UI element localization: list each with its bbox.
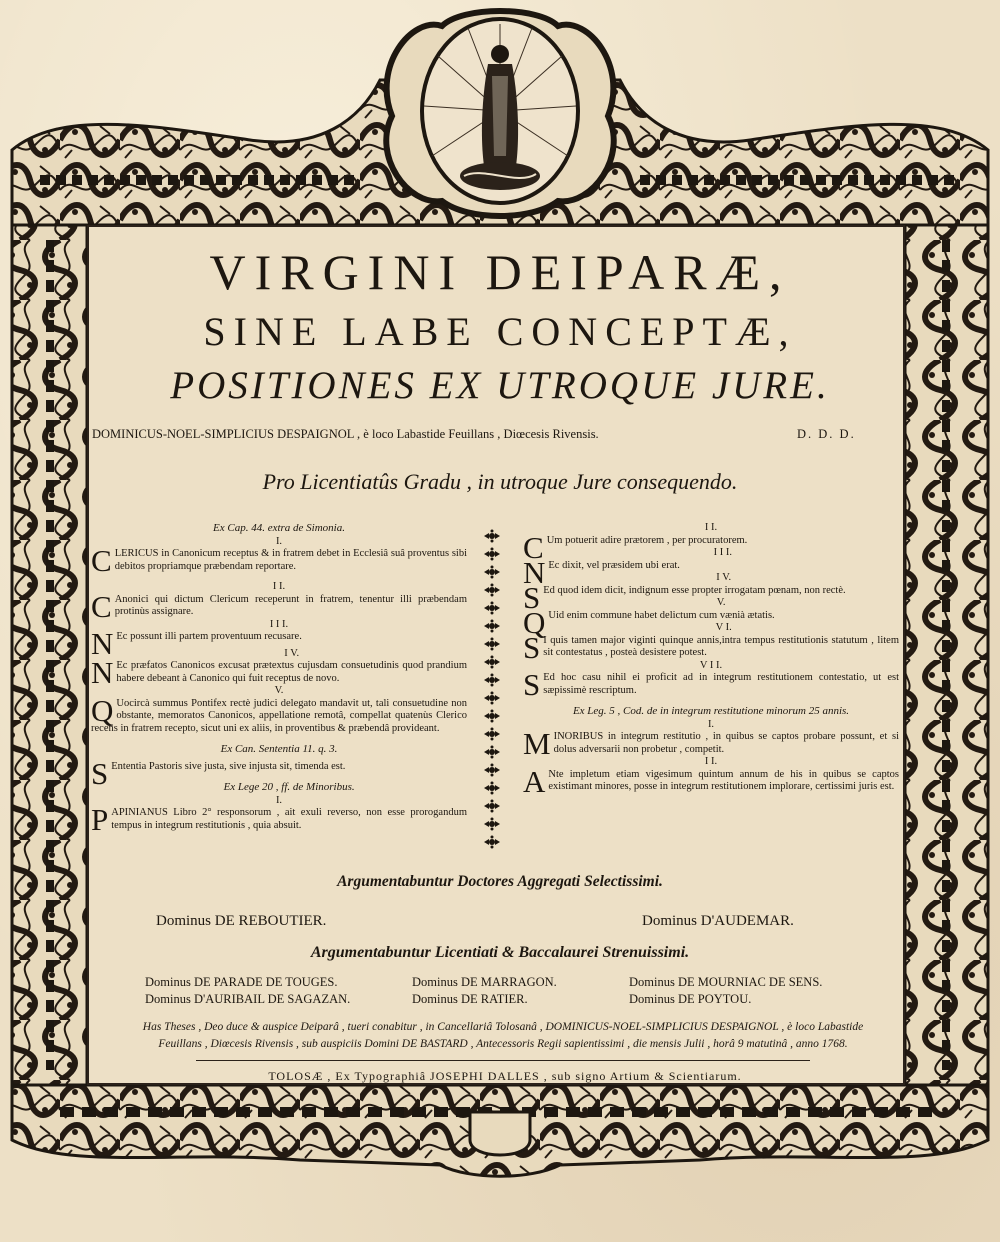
thesis-number: I I. — [704, 756, 718, 767]
drop-cap: P — [91, 802, 109, 837]
defense-statement — [98, 1019, 908, 1053]
drop-cap: M — [523, 726, 551, 761]
drop-cap: N — [523, 554, 546, 590]
drop-cap: C — [91, 588, 112, 624]
degree-line: Pro Licentiatûs Gradu , in utroque Jure consequendo. — [262, 469, 738, 494]
thesis-paragraph — [91, 802, 467, 837]
defense-line-1: Has Theses , Deo duce & auspice Deiparâ , tueri conabitur , in Cancellariâ Tolosanâ , DOMINICUS-NOEL-SIMPLICIUS DESPAIGNOL , è loco Labastide — [142, 1021, 864, 1033]
section-heading: Ex Cap. 44. extra de Simonia. — [213, 522, 345, 534]
thesis-number: I V. — [716, 572, 732, 583]
section-heading: Ex Lege 20 , ff. de Minoribus. — [223, 781, 355, 793]
thesis-number: I. — [275, 794, 283, 806]
drop-cap: S — [523, 579, 541, 615]
left-column — [91, 522, 467, 837]
licentiate-name: Dominus DE RATIER. — [412, 992, 528, 1006]
thesis-text: APINIANUS Libro 2° responsorum , ait exuli reverso, non esse prorogandum tempus in integrum restitutionis , quia absuit. — [111, 807, 467, 831]
thesis-text: Um potuerit adire prætorem , per procuratorem. — [546, 534, 748, 546]
drop-cap: C — [523, 529, 544, 565]
defense-line-2: Feuillans , Diœcesis Rivensis , sub auspiciis Domini DE BASTARD , Antecessoris Regii sapientissimi , die mensis Julii , horâ 9 matutinâ , anno 1768. — [158, 1038, 848, 1050]
thesis-text: Ec dixit, vel præsidem ubi erat. — [548, 559, 680, 571]
column-divider-ornament — [481, 528, 503, 858]
thesis-text: I quis tamen major viginti quinque annis,intra tempus restitutionis statutum , litem sit contestatus , posteà desistere potest. — [543, 634, 899, 658]
drop-cap: Q — [523, 604, 546, 640]
thesis-text: INORIBUS in integrum restitutio , in quibus se captos probare possunt, et si dolus adversarii non probetur , competit. — [553, 731, 899, 755]
right-column — [523, 522, 899, 799]
doctor-name: Dominus DE REBOUTIER. — [156, 913, 327, 929]
title-line-2: SINE LABE CONCEPTÆ, — [203, 309, 797, 354]
licentiate-name: Dominus DE PARADE DE TOUGES. — [145, 975, 338, 989]
thesis-paragraph — [91, 543, 467, 578]
section-heading: Ex Leg. 5 , Cod. de in integrum restitutione minorum 25 annis. — [572, 705, 850, 717]
thesis-number: V I I. — [699, 659, 723, 671]
section-heading: Ex Can. Sententia 11. q. 3. — [220, 743, 338, 755]
printer-imprint: TOLOSÆ , Ex Typographiâ JOSEPHI DALLES , sub signo Artium & Scientiarum. — [268, 1069, 742, 1083]
thesis-number: V. — [716, 597, 726, 608]
thesis-text: LERICUS in Canonicum receptus & in fratrem debet in Ecclesiâ suâ proventus sibi debitos propriamque præbendam reportare. — [114, 548, 467, 572]
title-line-3: POSITIONES EX UTROQUE JURE. — [170, 364, 830, 407]
doctors-heading: Argumentabuntur Doctores Aggregati Selectissimi. — [337, 873, 663, 890]
licentiate-name: Dominus DE MOURNIAC DE SENS. — [629, 975, 823, 989]
thesis-number: V. — [274, 685, 284, 696]
thesis-text: Ed quod idem dicit, indignum esse propter irrogatam pœnam, non rectè. — [543, 584, 846, 596]
imprint-rule — [196, 1060, 810, 1061]
licentiate-name: Dominus DE MARRAGON. — [412, 975, 557, 989]
thesis-paragraph — [523, 667, 899, 702]
thesis-text: Ed hoc casu nihil ei proficit ad in integrum restitutionem contestatio, ut est sæpissimè rescriptum. — [543, 672, 899, 696]
thesis-text: Nte impletum etiam vigesimum quintum annum de his in quibus se captos existimant minores, posse in integrum restitutionem implorare, certissimi juris est. — [548, 768, 899, 792]
dedication: DOMINICUS-NOEL-SIMPLICIUS DESPAIGNOL , è loco Labastide Feuillans , Diœcesis Rivensis. — [92, 427, 599, 441]
thesis-text: Uocircà summus Pontifex rectè judici delegato mandavit ut, tali consuetudine non obstante, memoratos Canonicos, appellatione remotâ, compellat quatenùs Clerico recens in fratrem recepto, sicut uni ex aliis, in proventibus & præbendâ provideant. — [91, 697, 467, 734]
thesis-paragraph — [91, 692, 467, 736]
thesis-number: I I I. — [713, 547, 733, 558]
thesis-number: I I. — [272, 581, 286, 592]
thesis-number: I V. — [284, 647, 300, 659]
thesis-number: I. — [275, 535, 283, 547]
thesis-paragraph — [523, 726, 899, 761]
drop-cap: Q — [91, 692, 114, 728]
doctor-name: Dominus D'AUDEMAR. — [642, 913, 794, 929]
thesis-text: Ec præfatos Canonicos excusat prætextus cujusdam consuetudinis quod prandium habere debeant à Canonico qui fuit receptus de novo. — [116, 660, 467, 684]
thesis-text: Ententia Pastoris sive justa, sive injusta sit, timenda est. — [111, 760, 346, 772]
thesis-number: I I. — [704, 522, 718, 533]
licentiate-name: Dominus DE POYTOU. — [629, 992, 752, 1006]
drop-cap: A — [523, 763, 546, 799]
thesis-number: V I. — [715, 622, 732, 633]
drop-cap: S — [91, 755, 109, 791]
drop-cap: S — [523, 667, 541, 702]
drop-cap: C — [91, 543, 112, 578]
drop-cap: N — [91, 655, 114, 690]
drop-cap: S — [523, 629, 541, 665]
thesis-text: Ec possunt illi partem proventuum recusare. — [116, 631, 302, 642]
thesis-text: Uid enim commune habet delictum cum vænià ætatis. — [548, 609, 775, 621]
thesis-paragraph — [91, 655, 467, 690]
virgin-medallion-icon — [372, 6, 628, 221]
drop-cap: N — [91, 626, 114, 661]
thesis-number: I. — [707, 718, 715, 730]
licentiate-name: Dominus D'AURIBAIL DE SAGAZAN. — [145, 992, 351, 1006]
licentiates-heading: Argumentabuntur Licentiati & Baccalaurei Strenuissimi. — [310, 944, 690, 961]
dedication-ddd: D. D. D. — [797, 427, 856, 441]
thesis-text: Anonici qui dictum Clericum receperunt in fratrem, tenentur illi præbendam protinùs assignare. — [114, 593, 467, 617]
thesis-number: I I I. — [269, 618, 289, 630]
thesis-paragraph — [523, 763, 899, 799]
title-line-1: VIRGINI DEIPARÆ, — [209, 244, 791, 300]
